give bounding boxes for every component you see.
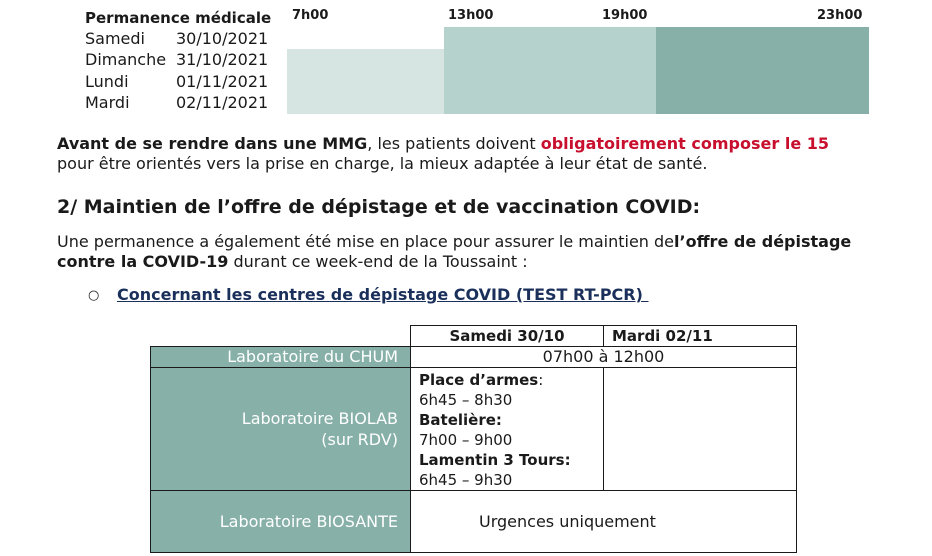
lab-hours-chum: 07h00 à 12h00 xyxy=(410,346,797,368)
lab-name-biolab-line2: (sur RDV) xyxy=(321,430,398,449)
coverage-bar-dark xyxy=(656,27,869,114)
biolab-place-colon: : xyxy=(538,371,544,389)
lab-hours-biolab-saturday xyxy=(410,367,604,491)
covid-text-start: Une permanence a également été mise en place pour assurer le maintien de xyxy=(57,232,675,251)
covid-paragraph xyxy=(57,232,867,272)
schedule-day-date: 01/11/2021 xyxy=(176,72,269,91)
table-header-saturday: Samedi 30/10 xyxy=(410,325,604,347)
biolab-place xyxy=(419,450,603,470)
biolab-time: 7h00 – 9h00 xyxy=(419,431,513,449)
schedule-day-date: 02/11/2021 xyxy=(176,93,269,112)
biolab-time: 6h45 – 8h30 xyxy=(419,391,513,409)
mmg-paragraph xyxy=(57,134,867,174)
schedule-day-name: Samedi xyxy=(85,29,145,48)
mmg-bold-text: Avant de se rendre dans une MMG xyxy=(57,134,368,153)
lab-hours-biosante: Urgences uniquement xyxy=(410,490,797,553)
schedule-day-date: 30/10/2021 xyxy=(176,29,269,48)
mmg-text-end: pour être orientés vers la prise en charge, la mieux adaptée à leur état de santé. xyxy=(57,154,708,173)
biolab-place-name: Lamentin 3 Tours: xyxy=(419,451,571,469)
hour-label-23h: 23h00 xyxy=(817,8,863,23)
covid-text-end: durant ce week-end de la Toussaint : xyxy=(228,252,528,271)
lab-hours-biolab-tuesday xyxy=(603,367,797,491)
lab-name-biolab-line1: Laboratoire BIOLAB xyxy=(241,409,398,428)
lab-name-biosante: Laboratoire BIOSANTE xyxy=(150,490,411,553)
lab-name-biolab xyxy=(150,367,411,491)
biolab-place xyxy=(419,370,603,390)
schedule-title: Permanence médicale xyxy=(85,9,272,27)
biolab-place-name: Batelière: xyxy=(419,411,502,429)
lab-name-chum: Laboratoire du CHUM xyxy=(150,346,411,368)
screening-centers-link[interactable]: Concernant les centres de dépistage COVID (TEST RT-PCR) xyxy=(117,285,649,304)
section-heading: 2/ Maintien de l’offre de dépistage et de vaccination COVID: xyxy=(57,196,701,218)
schedule-day-name: Mardi xyxy=(85,93,130,112)
biolab-place-name: Place d’armes xyxy=(419,371,539,389)
biolab-place xyxy=(419,410,603,430)
call-15-warning: obligatoirement composer le 15 xyxy=(540,134,829,153)
table-header-tuesday: Mardi 02/11 xyxy=(603,325,797,347)
coverage-bar-light xyxy=(287,49,444,114)
covid-bold-text: l’offre de dépistage contre la COVID-19 xyxy=(57,232,852,271)
schedule-day-name: Dimanche xyxy=(85,50,167,69)
mmg-text-mid: , les patients doivent xyxy=(367,134,541,153)
bullet-circle-icon: ○ xyxy=(88,288,100,303)
schedule-day-name: Lundi xyxy=(85,72,129,91)
hour-label-7h: 7h00 xyxy=(292,8,329,23)
biolab-time: 6h45 – 9h30 xyxy=(419,471,513,489)
schedule-day-date: 31/10/2021 xyxy=(176,50,269,69)
hour-label-13h: 13h00 xyxy=(448,8,494,23)
hour-label-19h: 19h00 xyxy=(602,8,648,23)
coverage-bar-medium xyxy=(444,27,656,114)
